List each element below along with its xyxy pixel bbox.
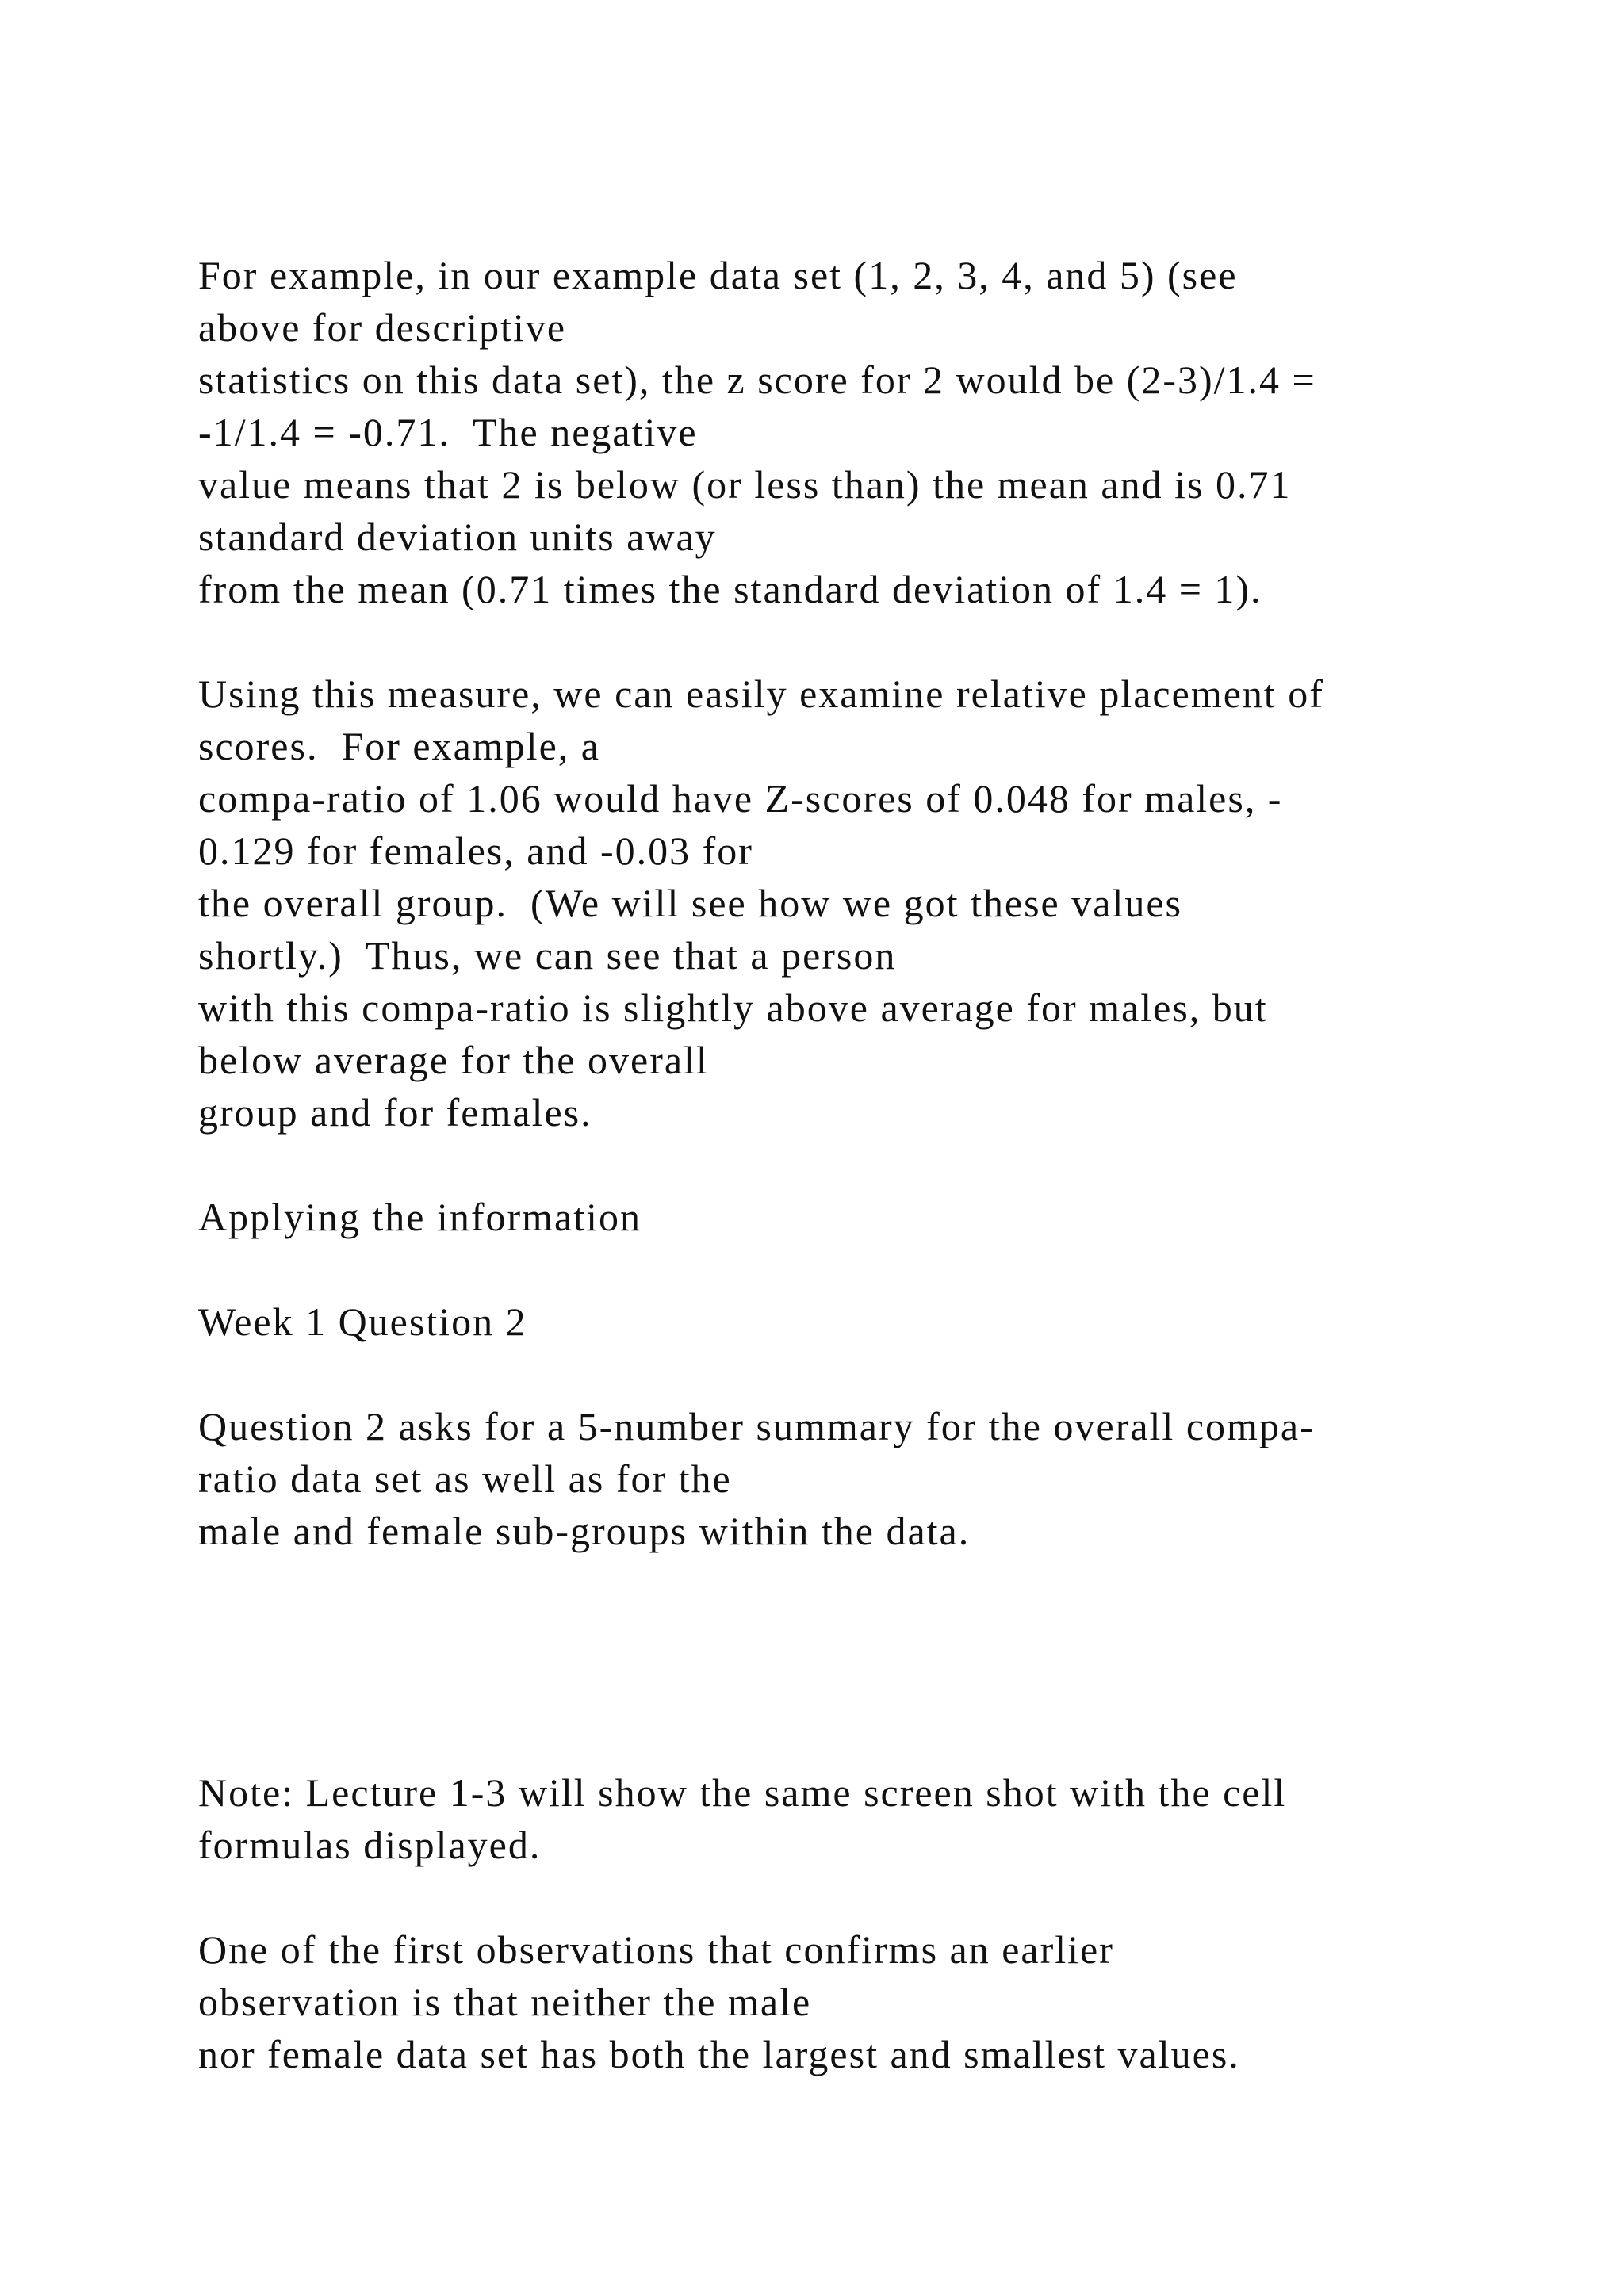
text-line: below average for the overall <box>198 1038 709 1082</box>
text-line: formulas displayed. <box>198 1823 542 1867</box>
text-line: Using this measure, we can easily examine relative placement of <box>198 672 1324 716</box>
text-line: compa-ratio of 1.06 would have Z-scores of 0.048 for males, - <box>198 776 1283 821</box>
paragraph-gap <box>198 615 1594 668</box>
paragraph-gap <box>198 1138 1594 1191</box>
text-line: above for descriptive <box>198 305 567 350</box>
paragraph-observations <box>198 1923 1594 2080</box>
paragraph-relative-placement <box>198 668 1594 1138</box>
text-line: scores. For example, a <box>198 724 600 768</box>
text-line: One of the first observations that confirms an earlier <box>198 1927 1114 1972</box>
paragraph-z-score-example <box>198 249 1594 615</box>
document-text <box>198 249 1594 2080</box>
text-line: nor female data set has both the largest and smallest values. <box>198 2032 1240 2076</box>
text-line: group and for females. <box>198 1090 592 1135</box>
text-line: observation is that neither the male <box>198 1980 812 2024</box>
text-line: For example, in our example data set (1, 2, 3, 4, and 5) (see <box>198 253 1238 297</box>
text-line: from the mean (0.71 times the standard deviation of 1.4 = 1). <box>198 567 1262 611</box>
text-line: Note: Lecture 1-3 will show the same screen shot with the cell <box>198 1770 1287 1815</box>
text-line: Question 2 asks for a 5-number summary for the overall compa- <box>198 1404 1315 1448</box>
section-heading-week1-q2: Week 1 Question 2 <box>198 1299 527 1344</box>
text-line: with this compa-ratio is slightly above average for males, but <box>198 985 1268 1030</box>
text-line: standard deviation units away <box>198 515 717 559</box>
paragraph-question-2 <box>198 1400 1594 1557</box>
paragraph-gap <box>198 1348 1594 1400</box>
text-line: the overall group. (We will see how we got these values <box>198 881 1182 925</box>
text-line: shortly.) Thus, we can see that a person <box>198 933 897 978</box>
paragraph-gap-large <box>198 1557 1594 1766</box>
section-heading-applying: Applying the information <box>198 1195 642 1239</box>
text-line: ratio data set as well as for the <box>198 1456 732 1501</box>
paragraph-gap <box>198 1871 1594 1923</box>
text-line: male and female sub-groups within the data. <box>198 1509 971 1553</box>
text-line: statistics on this data set), the z score for 2 would be (2-3)/1.4 = <box>198 358 1316 402</box>
text-line: -1/1.4 = -0.71. The negative <box>198 410 698 454</box>
text-line: 0.129 for females, and -0.03 for <box>198 828 753 873</box>
text-line: value means that 2 is below (or less than) the mean and is 0.71 <box>198 462 1292 507</box>
paragraph-note <box>198 1766 1594 1871</box>
paragraph-gap <box>198 1243 1594 1295</box>
